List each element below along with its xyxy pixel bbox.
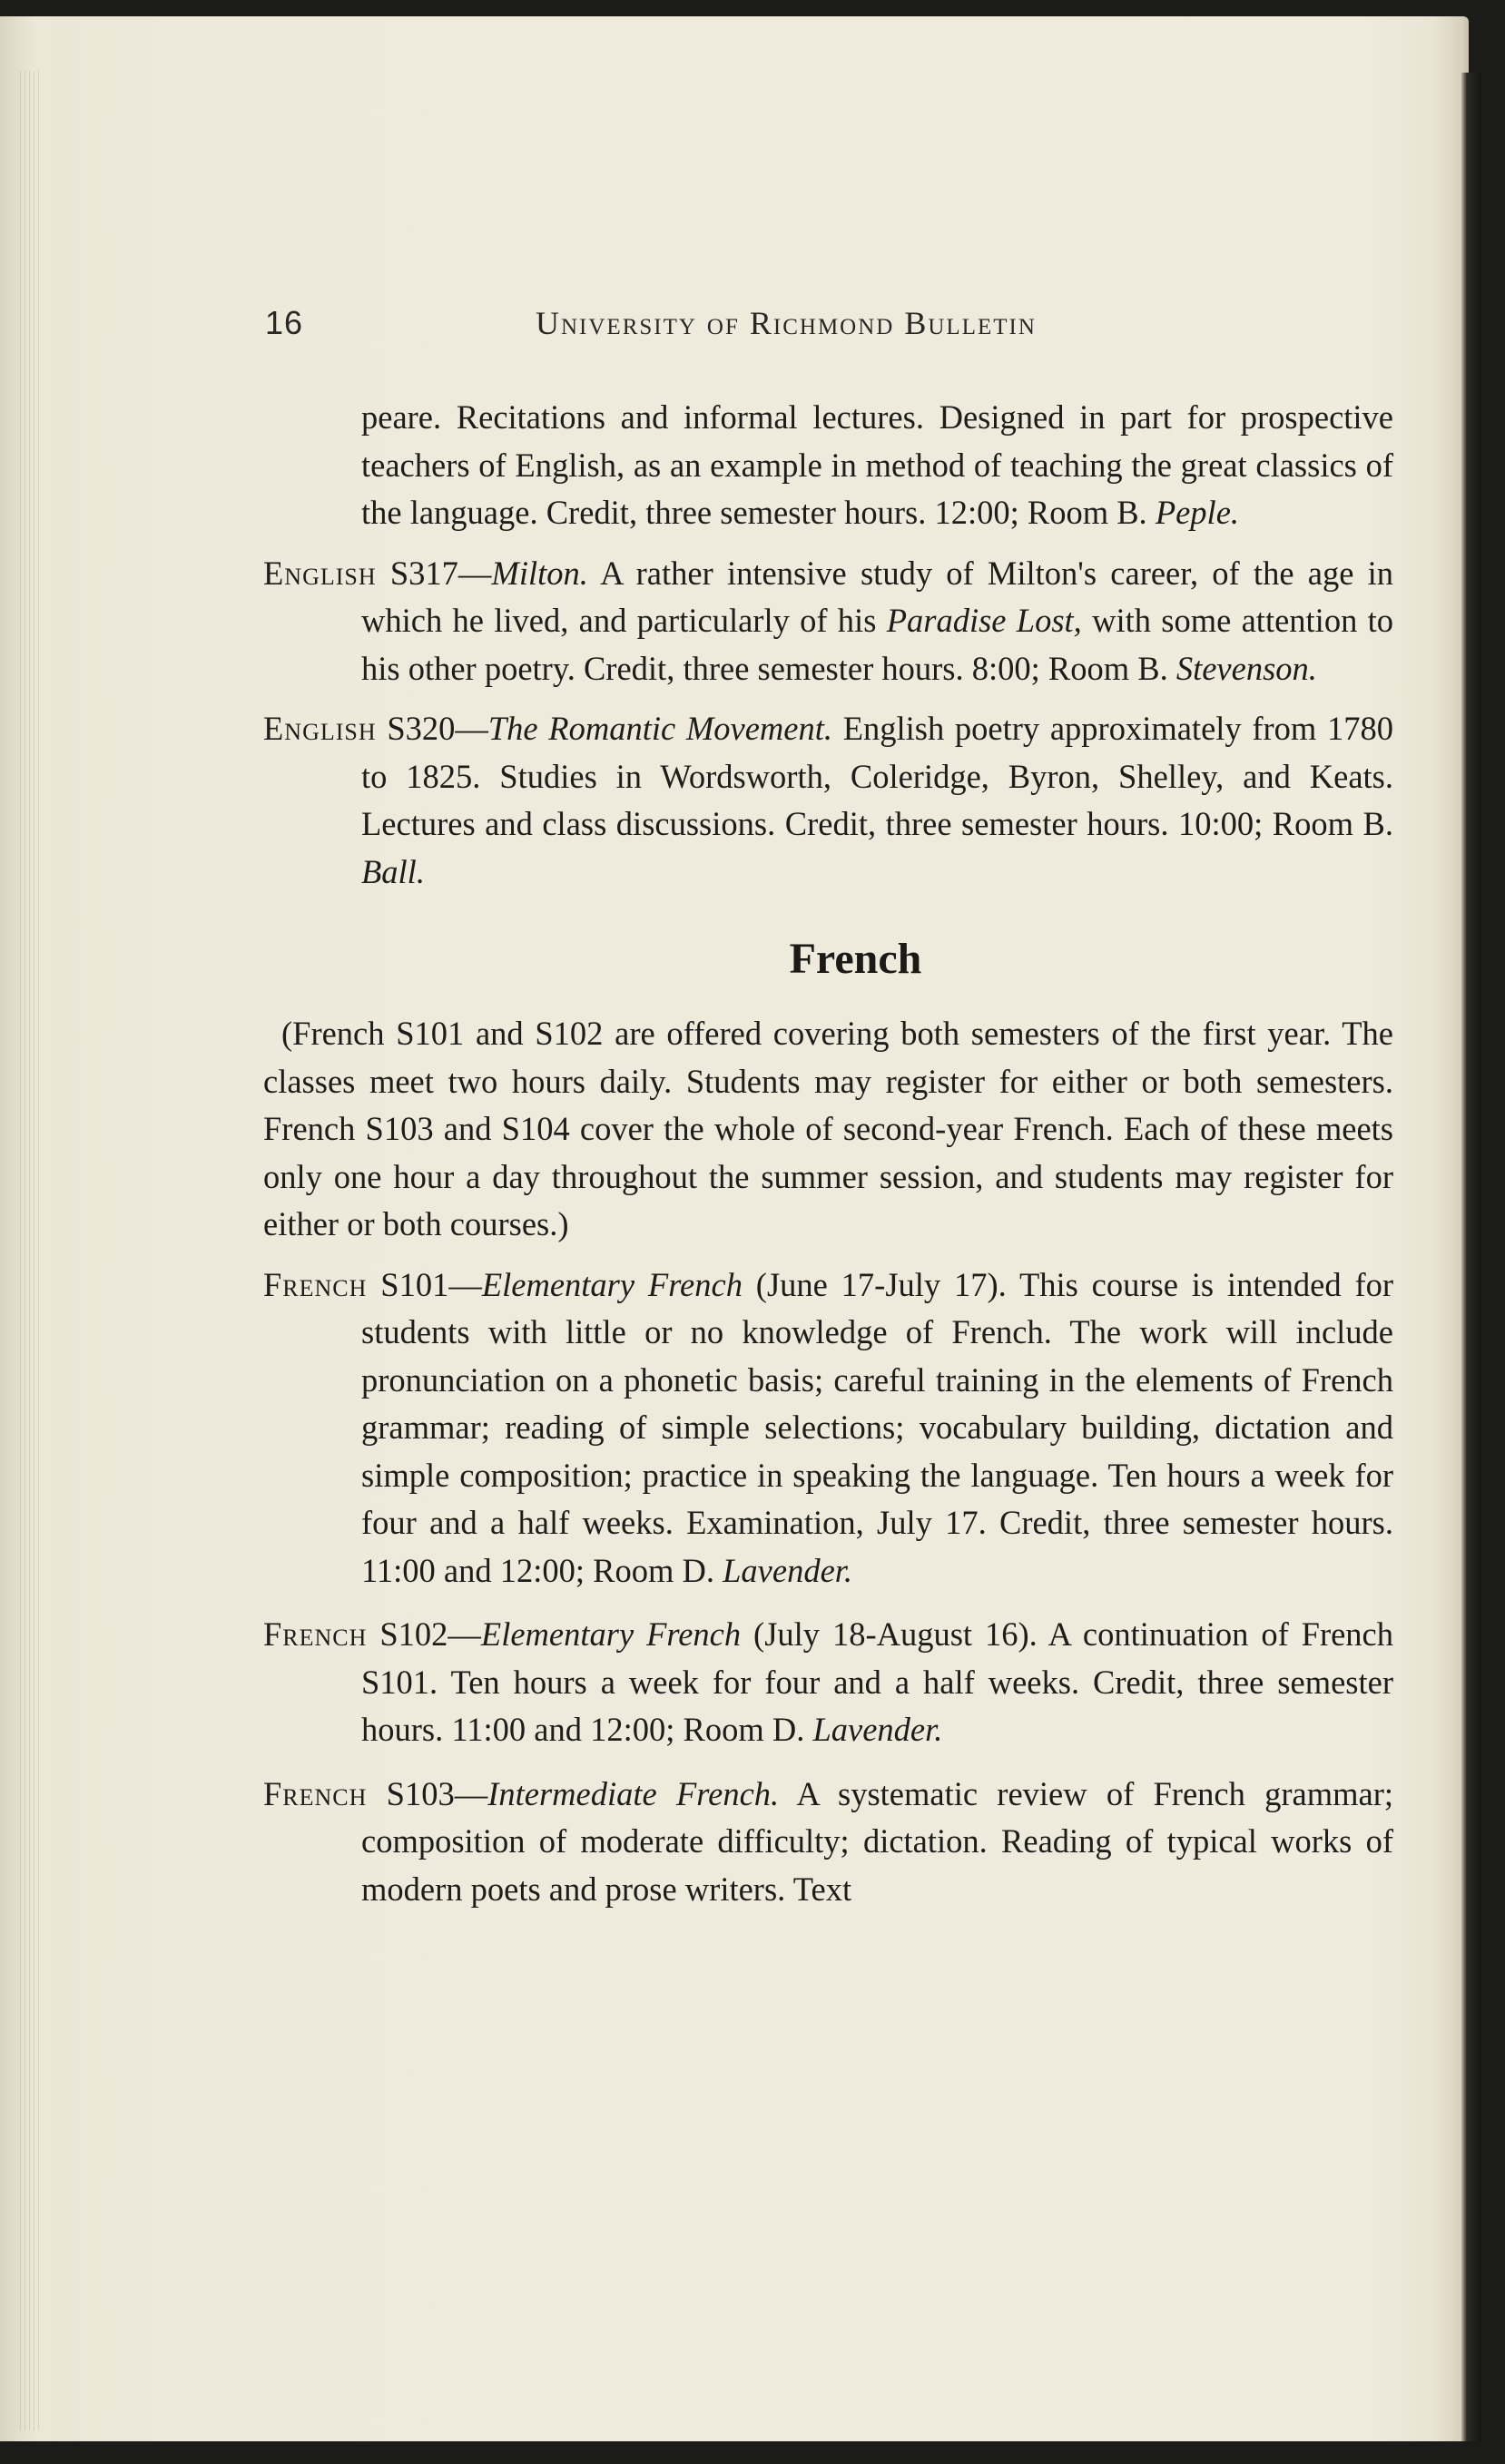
- continuation-text: peare. Recitations and informal lectures. Designed in part for prospective teachers of English, as an example in method of teaching the great classics of the language. Credit, three semester hours. 12:00; Room B.: [361, 398, 1393, 531]
- course-description: (June 17-July 17). This course is intended for students with little or no knowledge of French. The work will include pronunciation on a phonetic basis; careful training in the elements of French grammar; reading of simple selections; vocabulary building, dictation and simple composition; practice in speaking the language. Ten hours a week for four and a half weeks. Examination, July 17. Credit, three semester hours. 11:00 and 12:00; Room D.: [361, 1265, 1394, 1589]
- course-title: Elementary French: [481, 1265, 743, 1303]
- course-title: Intermediate French.: [487, 1774, 780, 1812]
- section-heading-french: French: [789, 935, 922, 983]
- course-french-s102: French S102—Elementary French (July 18-August 16). A continuation of French S101. Ten hours a week for four and a half weeks. Credit, three semester hours. 11:00 and 12:00; Room D. Lavender.: [263, 1615, 1393, 1748]
- course-number: S317: [389, 554, 458, 592]
- instructor-name: Stevenson.: [1175, 649, 1317, 687]
- french-intro-note: (French S101 and S102 are offered covering both semesters of the first year. The classes meet two hours daily. Students may register for either or both semesters. French S103 and S104 cover the whole of second-year French. Each of these meets only one hour a day throughout the summer session, and students may register for either or both courses.): [263, 1015, 1393, 1242]
- course-description: (July 18-August 16). A continuation of French S101. Ten hours a week for four and a half weeks. Credit, three semester hours. 11:00 and 12:00; Room D.: [361, 1615, 1393, 1748]
- instructor-name: Ball.: [361, 852, 425, 890]
- course-description: A rather intensive study of Milton's career, of the age in which he lived, and particularly of his: [361, 554, 1394, 639]
- page-number: 16: [265, 304, 304, 341]
- english-continuation: [263, 394, 1393, 537]
- course-dept: English: [263, 554, 377, 592]
- course-french-s103: French S103—Intermediate French. A systematic review of French grammar; composition of moderate difficulty; dictation. Reading of typical works of modern poets and prose writers. Text: [263, 1774, 1393, 1908]
- page-body: [263, 394, 1393, 1913]
- course-description-end: with some attention to his other poetry. Credit, three semester hours. 8:00; Room B.: [361, 602, 1394, 687]
- work-title: Paradise Lost,: [886, 602, 1082, 639]
- binding-edge: [20, 71, 42, 2430]
- course-description: English poetry approximately from 1780 to 1825. Studies in Wordsworth, Coleridge, Byron, Shelley, and Keats. Lectures and class discussions. Credit, three semester hours. 10:00; Room B.: [361, 710, 1393, 842]
- course-number: S103: [386, 1774, 455, 1812]
- course-dept: French: [263, 1265, 368, 1303]
- course-english-s317: English S317—Milton. A rather intensive study of Milton's career, of the age in which he lived, and particularly of his Paradise Lost, with some attention to his other poetry. Credit, three semester hours. 8:00; Room B. Stevenson.: [263, 554, 1394, 687]
- course-french-s101: French S101—Elementary French (June 17-July 17). This course is intended for students with little or no knowledge of French. The work will include pronunciation on a phonetic basis; careful training in the elements of French grammar; reading of simple selections; vocabulary building, dictation and simple composition; practice in speaking the language. Ten hours a week for four and a half weeks. Examination, July 17. Credit, three semester hours. 11:00 and 12:00; Room D. Lavender.: [263, 1265, 1394, 1589]
- course-title: Milton.: [491, 554, 588, 592]
- course-number: S320: [387, 710, 456, 747]
- instructor-name: Lavender.: [723, 1551, 853, 1589]
- course-dept: English: [263, 710, 377, 747]
- running-head: [265, 304, 1173, 349]
- course-title: Elementary French: [480, 1615, 742, 1653]
- instructor-name: Peple.: [1155, 494, 1240, 531]
- course-title: The Romantic Movement.: [487, 710, 833, 747]
- bulletin-title: University of Richmond Bulletin: [536, 305, 1037, 341]
- course-dept: French: [263, 1774, 368, 1812]
- course-english-s320: English S320—The Romantic Movement. English poetry approximately from 1780 to 1825. Studies in Wordsworth, Coleridge, Byron, Shelley, and Keats. Lectures and class discussions. Credit, three semester hours. 10:00; Room B. Ball.: [263, 710, 1393, 890]
- course-description: A systematic review of French grammar; composition of moderate difficulty; dictation. Reading of typical works of modern poets and prose writers. Text: [361, 1774, 1393, 1908]
- course-number: S102: [379, 1615, 448, 1653]
- course-number: S101: [380, 1265, 449, 1303]
- course-dept: French: [263, 1615, 368, 1653]
- instructor-name: Lavender.: [812, 1711, 943, 1748]
- page-fore-edge: [1461, 73, 1481, 2441]
